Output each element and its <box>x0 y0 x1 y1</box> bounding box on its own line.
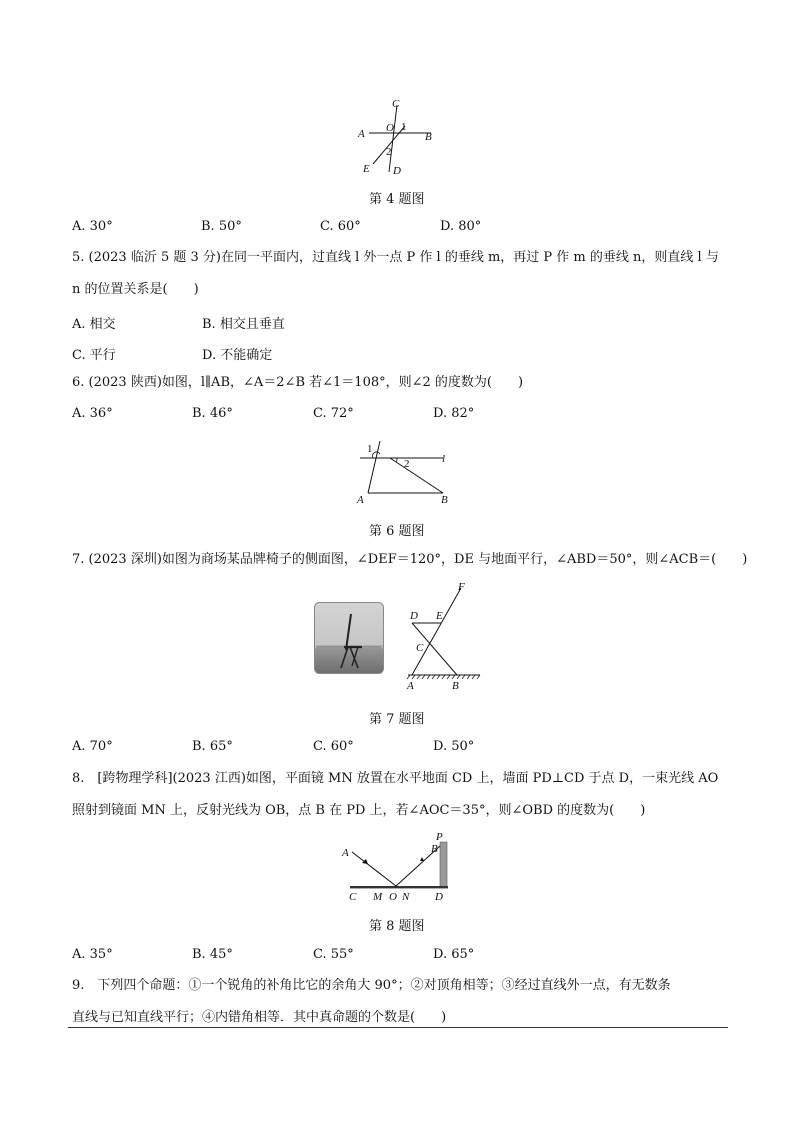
fig7-label-B: B <box>452 680 459 692</box>
q8-option-b: B. 45° <box>192 947 233 962</box>
q6-option-a: A. 36° <box>72 406 113 421</box>
figure-6-diagram <box>350 436 462 508</box>
q5-option-a: A. 相交 <box>72 317 116 332</box>
figure-6-caption: 第 6 题图 <box>369 524 425 539</box>
q8-stem-line2: 照射到镜面 MN 上，反射光线为 OB，点 B 在 PD 上，若∠AOC＝35°，则∠OBD 的度数为( ) <box>72 803 646 818</box>
q6-option-d: D. 82° <box>433 406 475 421</box>
fig8-label-O: O <box>389 891 397 903</box>
q9-stem-line1: 9. 下列四个命题：①一个锐角的补角比它的余角大 90°；②对顶角相等；③经过直线外一点，有无数条 <box>72 978 671 993</box>
figure-7-caption: 第 7 题图 <box>369 712 425 727</box>
fig6-label-l: l <box>442 453 446 465</box>
fig6-label-1: 1 <box>367 443 373 455</box>
figure-8-diagram <box>340 830 458 906</box>
fig8-label-C: C <box>349 891 357 903</box>
q5-option-d: D. 不能确定 <box>202 348 273 363</box>
fig7-label-C: C <box>416 642 424 654</box>
q9-stem-line2: 直线与已知直线平行；④内错角相等．其中真命题的个数是( ) <box>72 1010 447 1025</box>
q4-option-b: B. 50° <box>201 219 242 234</box>
q7-option-b: B. 65° <box>192 739 233 754</box>
q6-option-c: C. 72° <box>313 406 354 421</box>
q4-option-d: D. 80° <box>440 219 482 234</box>
q5-option-b: B. 相交且垂直 <box>202 317 285 332</box>
q7-stem-line1: 7. (2023 深圳)如图为商场某品牌椅子的侧面图，∠DEF＝120°，DE 与地面平行，∠ABD＝50°，则∠ACB＝( ) <box>72 552 748 567</box>
fig8-label-P: P <box>436 831 443 843</box>
q7-option-d: D. 50° <box>433 739 475 754</box>
q7-option-a: A. 70° <box>72 739 113 754</box>
figure-4-diagram <box>355 96 445 178</box>
fig4-label-1: 1 <box>401 121 407 133</box>
q8-stem-line1: 8. [跨物理学科](2023 江西)如图，平面镜 MN 放置在水平地面 CD 上，墙面 PD⊥CD 于点 D，一束光线 AO <box>72 771 719 786</box>
fig7-label-D: D <box>410 610 418 622</box>
q8-option-a: A. 35° <box>72 947 113 962</box>
fig6-label-B: B <box>441 494 448 506</box>
q6-option-b: B. 46° <box>192 406 233 421</box>
fig8-label-B: B <box>431 843 438 855</box>
q4-option-a: A. 30° <box>72 219 113 234</box>
q5-stem-line2: n 的位置关系是( ) <box>72 282 199 297</box>
figure-4-caption: 第 4 题图 <box>369 192 425 207</box>
fig4-label-2: 2 <box>386 146 392 158</box>
q8-option-c: C. 55° <box>313 947 354 962</box>
chair-photo <box>314 602 384 674</box>
fig7-label-A: A <box>407 680 414 692</box>
fig4-label-O: O <box>386 122 394 134</box>
q5-option-c: C. 平行 <box>72 348 116 363</box>
q8-option-d: D. 65° <box>433 947 475 962</box>
fig8-label-D: D <box>435 891 443 903</box>
figure-7-diagram <box>398 582 488 692</box>
fig4-label-C: C <box>392 98 400 110</box>
fig8-label-N: N <box>402 891 410 903</box>
fig6-label-2: 2 <box>404 458 410 470</box>
fig4-label-E: E <box>363 163 370 175</box>
q4-option-c: C. 60° <box>320 219 361 234</box>
q7-option-c: C. 60° <box>313 739 354 754</box>
q6-stem-line1: 6. (2023 陕西)如图，l∥AB，∠A＝2∠B 若∠1＝108°，则∠2 的度数为( ) <box>72 375 524 390</box>
q5-stem-line1: 5. (2023 临沂 5 题 3 分)在同一平面内，过直线 l 外一点 P 作 l 的垂线 m，再过 P 作 m 的垂线 n，则直线 l 与 <box>72 250 719 265</box>
fig6-label-A: A <box>357 494 364 506</box>
fig7-label-E: E <box>436 610 443 622</box>
fig4-label-B: B <box>425 131 432 143</box>
fig4-label-A: A <box>358 128 365 140</box>
figure-8-caption: 第 8 题图 <box>369 919 425 934</box>
page-bottom-rule <box>68 1027 728 1028</box>
fig7-label-F: F <box>458 582 465 593</box>
fig8-label-M: M <box>373 891 383 903</box>
fig4-label-D: D <box>393 165 401 177</box>
fig8-label-A: A <box>342 847 349 859</box>
